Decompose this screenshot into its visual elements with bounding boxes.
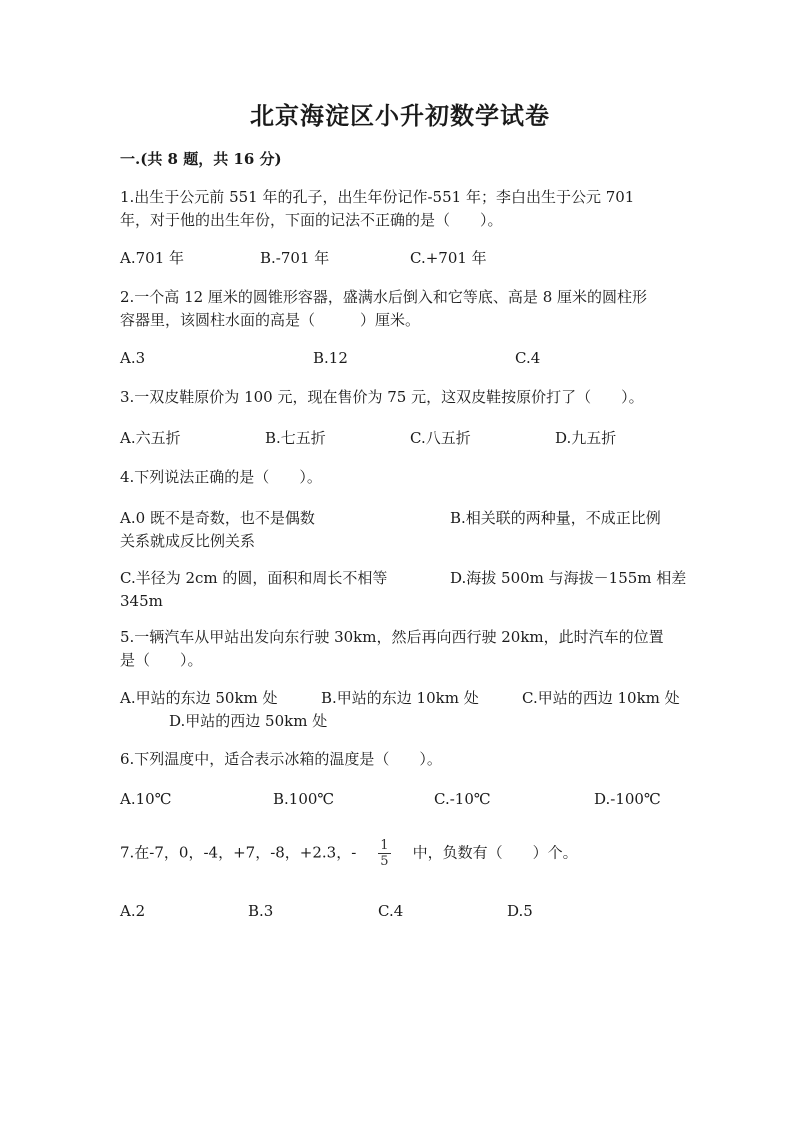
option-b: B.七五折 — [265, 429, 326, 447]
fraction-numerator: 1 — [380, 838, 389, 853]
option-c: C.+701 年 — [410, 249, 487, 267]
option-d: D.5 — [507, 902, 533, 920]
option-b: B.甲站的东边 10km 处 — [321, 689, 479, 707]
question-text-line: 容器里，该圆柱水面的高是（ ）厘米。 — [120, 311, 421, 329]
question-text-line: 6.下列温度中，适合表示冰箱的温度是（ ）。 — [120, 750, 442, 768]
option-d: D.-100℃ — [594, 790, 661, 808]
option-c: C.甲站的西边 10km 处 — [522, 689, 680, 707]
option-a: A.3 — [120, 349, 146, 367]
option-a: A.甲站的东边 50km 处 — [120, 689, 278, 707]
question-text-line: 3.一双皮鞋原价为 100 元，现在售价为 75 元，这双皮鞋按原价打了（ ）。 — [120, 388, 644, 406]
question-text-line: 年，对于他的出生年份，下面的记法不正确的是（ ）。 — [120, 211, 503, 229]
option-a: A.0 既不是奇数，也不是偶数 — [120, 509, 315, 527]
option-c: C.4 — [515, 349, 541, 367]
option-b: B.-701 年 — [260, 249, 330, 267]
option-b-continued: 关系就成反比例关系 — [120, 532, 256, 550]
option-b: B.12 — [313, 349, 348, 367]
option-b: B.3 — [248, 902, 274, 920]
option-a: A.2 — [120, 902, 146, 920]
question-text-line: 1.出生于公元前 551 年的孔子，出生年份记作-551 年；李白出生于公元 701 — [120, 188, 635, 206]
option-a: A.六五折 — [120, 429, 181, 447]
question-2 — [120, 286, 680, 332]
section-header: 一.(共 8 题，共 16 分) — [120, 150, 282, 168]
option-d: D.九五折 — [555, 429, 617, 447]
option-d: D.海拔 500m 与海拔－155m 相差 — [450, 569, 687, 587]
question-text-line: 2.一个高 12 厘米的圆锥形容器，盛满水后倒入和它等底、高是 8 厘米的圆柱形 — [120, 288, 648, 306]
option-a: A.701 年 — [120, 249, 184, 267]
question-3 — [120, 386, 680, 409]
question-4 — [120, 466, 680, 489]
option-d: D.甲站的西边 50km 处 — [169, 712, 328, 730]
fraction-one-fifth — [378, 838, 390, 869]
option-c: C.半径为 2cm 的圆，面积和周长不相等 — [120, 569, 388, 587]
option-b: B.相关联的两种量，不成正比例 — [450, 509, 661, 527]
option-a: A.10℃ — [120, 790, 172, 808]
option-c: C.-10℃ — [434, 790, 491, 808]
question-text-part: 7.在-7，0，-4，+7，-8，+2.3，- — [120, 843, 357, 862]
option-b: B.100℃ — [273, 790, 335, 808]
option-c: C.4 — [378, 902, 404, 920]
question-5 — [120, 626, 680, 672]
question-text-line: 是（ ）。 — [120, 651, 203, 669]
option-c: C.八五折 — [410, 429, 471, 447]
question-6 — [120, 748, 680, 771]
question-text-part: 中，负数有（ ）个。 — [412, 843, 578, 862]
question-text-line: 5.一辆汽车从甲站出发向东行驶 30km，然后再向西行驶 20km，此时汽车的位置 — [120, 628, 664, 646]
page-title: 北京海淀区小升初数学试卷 — [250, 101, 550, 130]
question-1 — [120, 186, 680, 232]
question-text-line: 4.下列说法正确的是（ ）。 — [120, 468, 322, 486]
option-d-continued: 345m — [120, 592, 163, 610]
fraction-denominator: 5 — [380, 854, 389, 869]
question-7 — [120, 838, 680, 869]
